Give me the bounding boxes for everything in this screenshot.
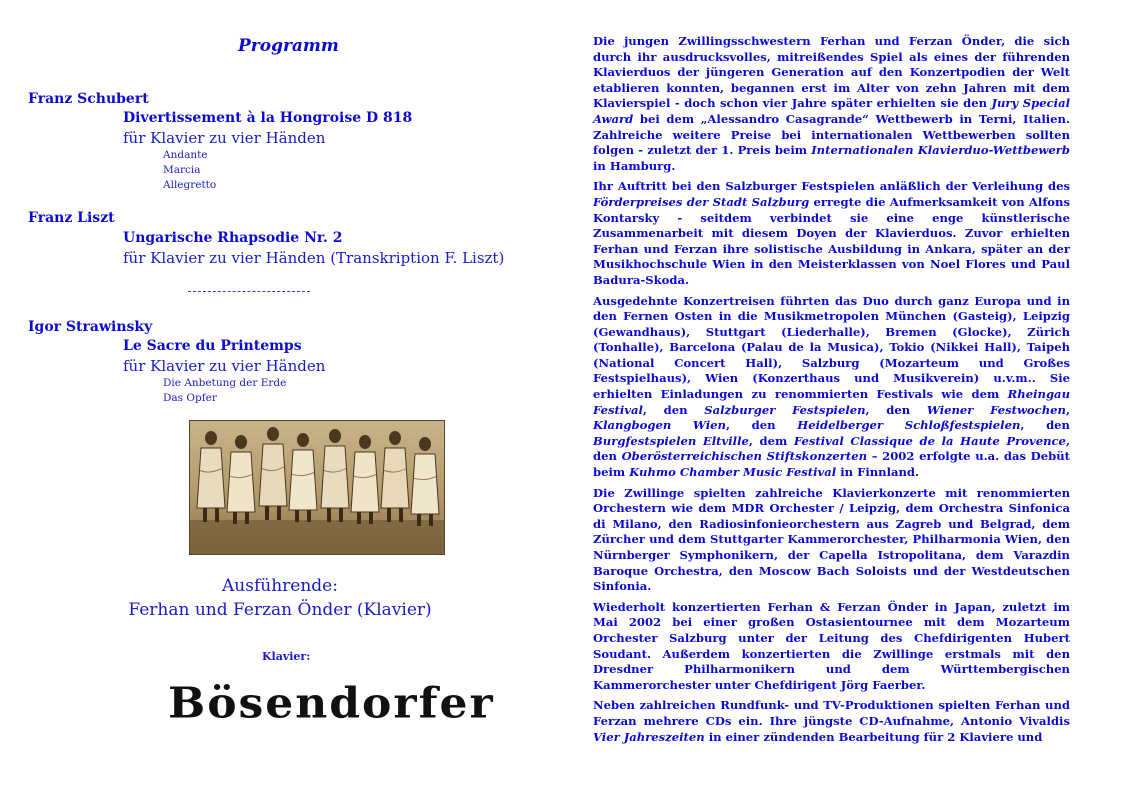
bio-text: Neben zahlreichen Rundfunk- und TV-Produktionen spielten Ferhan und Ferzan mehrere CDs ein. Ihre jüngste CD-Aufnahme, Antonio Vivaldis: [593, 698, 1070, 728]
bio-text: , dem: [748, 433, 794, 448]
bio-text: Ihr Auftritt bei den Salzburger Festspielen anläßlich der Verleihung des: [593, 179, 1070, 194]
movement: Das Opfer: [163, 392, 217, 404]
work-strawinsky: Le Sacre du Printemps: [123, 338, 302, 354]
subtitle-schubert: für Klavier zu vier Händen: [123, 129, 326, 147]
bio-paragraph-5: Wiederholt konzertierten Ferhan & Ferzan Önder in Japan, zuletzt im Mai 2002 bei einer großen Ostasientournee mit dem Mozarteum Orchester Salzburg unter der Leitung des Chefdirigenten Hubert Soudant. Außerdem konzertierten die Zwillinge erstmals mit den Dresdner Philharmonikern und dem Württembergischen Kammerorchester unter Chefdirigent Jörg Faerber.: [593, 599, 1070, 692]
bio-text: Die jungen Zwillingsschwestern Ferhan und Ferzan Önder, die sich durch ihr ausdrucksvolles, mitreißendes Spiel als eines der führenden Klavierduos der jüngeren Generation auf den Konzertpodien der Welt etablieren konnten, begannen erst im Alter von zehn Jahren mit dem Klavierspiel - doch schon vier Jahre später erhielten sie den: [593, 34, 1070, 111]
composer-liszt: Franz Liszt: [28, 210, 115, 226]
bio-text: , den: [865, 402, 927, 417]
bio-paragraph-6: [593, 698, 1070, 745]
piano-label: Klavier:: [262, 650, 311, 663]
bio-emphasis: Förderpreises der Stadt Salzburg: [593, 194, 810, 209]
performers-names: Ferhan und Ferzan Önder (Klavier): [128, 600, 432, 620]
bio-text: erregte die Aufmerksamkeit von Alfons Kontarsky - seitdem verbindet sie eine enge künstlerische Zusammenarbeit mit diesem Doyen der Klavierduos. Zuvor erhielten Ferhan und Ferzan ihre solistische Ausbildung in Ankara, später an der Musikhochschule Wien in den Meisterklassen von Noel Flores und Paul Badura-Skoda.: [593, 194, 1070, 287]
bio-paragraph-3: [593, 294, 1070, 481]
bio-text: in Finnland.: [836, 465, 920, 480]
bio-text: , den: [725, 418, 798, 433]
bio-paragraph-2: [593, 179, 1070, 288]
composer-strawinsky: Igor Strawinsky: [28, 319, 153, 335]
subtitle-liszt: für Klavier zu vier Händen (Transkription F. Liszt): [123, 249, 505, 267]
bosendorfer-logo: Bösendorfer: [168, 679, 495, 728]
bio-text: , den: [1020, 418, 1070, 433]
bio-emphasis: Oberösterreichischen Stiftskonzerten: [621, 449, 868, 464]
work-liszt: Ungarische Rhapsodie Nr. 2: [123, 230, 343, 246]
movement: Die Anbetung der Erde: [163, 377, 287, 389]
biography-column: [593, 34, 1070, 750]
bio-text: bei dem „Alessandro Casagrande“ Wettbewerb in Terni, Italien. Zahlreiche weitere Preise bei internationalen Wettbewerben sollten folgen - zuletzt der 1. Preis beim: [593, 111, 1070, 158]
bio-emphasis: Salzburger Festspielen: [704, 402, 866, 417]
bio-emphasis: Vier Jahreszeiten: [593, 729, 705, 744]
section-divider: [188, 291, 310, 292]
composer-schubert: Franz Schubert: [28, 91, 149, 107]
bio-paragraph-4: Die Zwillinge spielten zahlreiche Klavierkonzerte mit renommierten Orchestern wie dem MDR Orchester / Leipzig, dem Orchestra Sinfonica di Milano, den Radiosinfonieorchestern aus Zagreb und Belgrad, dem Zürcher und dem Stuttgarter Kammerorchester, Philharmonia Wien, den Nürnberger Symphonikern, der Capella Istropolitana, dem Varazdin Baroque Orchestra, den Moscow Bach Soloists und der Westdeutschen Sinfonia.: [593, 485, 1070, 594]
bio-emphasis: Kuhmo Chamber Music Festival: [629, 465, 837, 480]
bio-emphasis: Festival Classique de la Haute Provence: [793, 433, 1066, 448]
work-schubert: Divertissement à la Hongroise D 818: [123, 110, 413, 126]
performers-block: [40, 574, 520, 622]
subtitle-strawinsky: für Klavier zu vier Händen: [123, 357, 326, 375]
bio-emphasis: Internationalen Klavierduo-Wettbewerb: [811, 143, 1070, 158]
bio-emphasis: Burgfestspielen Eltville: [593, 433, 749, 448]
bio-text: , den: [642, 402, 705, 417]
bio-emphasis: Heidelberger Schloßfestspielen: [797, 418, 1021, 433]
bio-text: ,: [1065, 402, 1071, 417]
bio-paragraph-1: [593, 34, 1070, 174]
bio-text: in einer zündenden Bearbeitung für 2 Klaviere und: [704, 729, 1043, 744]
bio-emphasis: Rheingau Festival: [593, 387, 1070, 417]
bio-text: Ausgedehnte Konzertreisen führten das Duo durch ganz Europa und in den Fernen Osten in die Musikmetropolen München (Gasteig), Leipzig (Gewandhaus), Stuttgart (Liederhalle), Bremen (Glocke), Zürich (Tonhalle), Barcelona (Palau de la Musica), Tokio (Nikkei Hall), Taipeh (National Concert Hall), Salzburg (Mozarteum und Großes Festspielhaus), Wien (Konzerthaus und Musikverein) u.v.m.. Sie erhielten Einladungen zu renommierten Festivals wie dem: [593, 293, 1070, 402]
performers-heading: Ausführende:: [222, 576, 338, 596]
sacre-illustration: [189, 420, 445, 555]
bio-emphasis: Wiener Festwochen: [926, 402, 1066, 417]
bio-emphasis: Jury Special Award: [593, 96, 1070, 126]
bio-text: , den: [593, 433, 1070, 464]
bio-text: in Hamburg.: [593, 158, 676, 173]
program-title: Programm: [238, 36, 339, 56]
bio-text: – 2002 erfolgte u.a. das Debüt beim: [593, 449, 1071, 480]
movement: Andante: [163, 149, 208, 161]
movement: Allegretto: [163, 179, 217, 191]
movement: Marcia: [163, 164, 201, 176]
bio-emphasis: Klangbogen Wien: [593, 418, 726, 433]
